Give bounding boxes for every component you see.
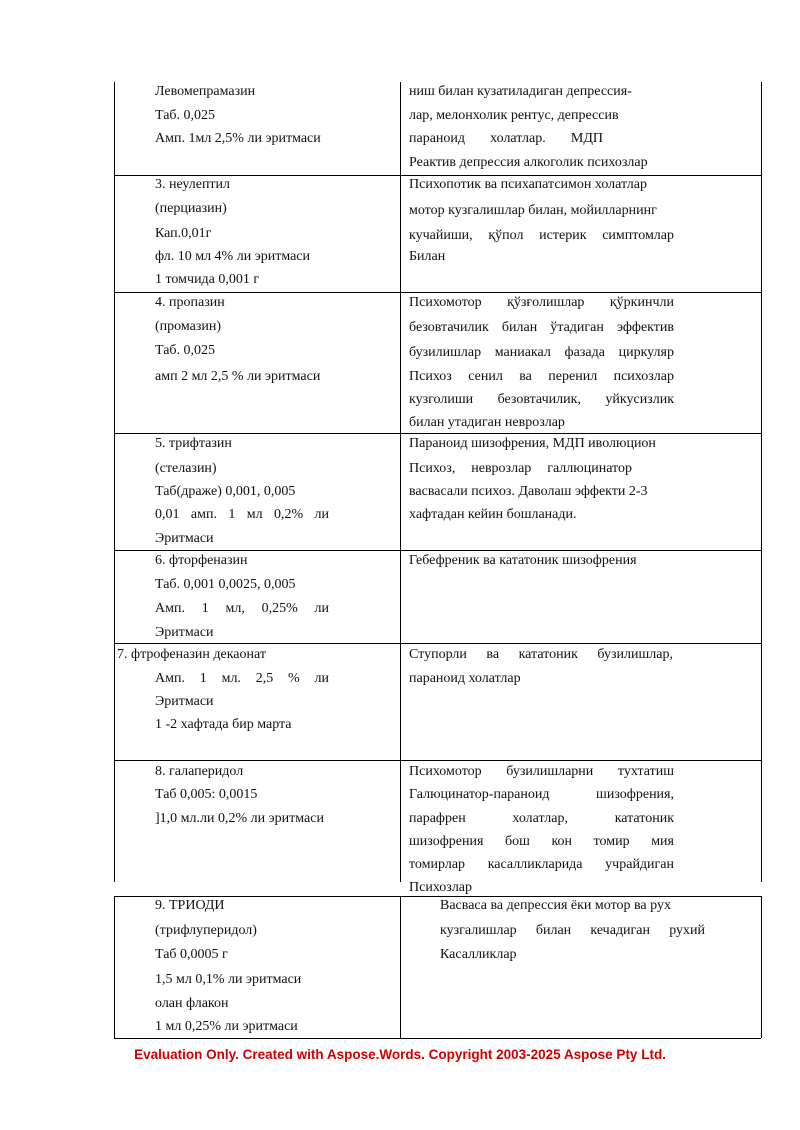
row-divider bbox=[114, 292, 761, 293]
table-border bbox=[400, 896, 401, 1038]
indication-cell-line: билан утадиган неврозлар bbox=[409, 415, 565, 430]
drug-cell-line: амп 2 мл 2,5 % ли эритмаси bbox=[155, 369, 321, 384]
table-border bbox=[114, 82, 115, 882]
drug-cell-line: Эритмаси bbox=[155, 625, 214, 640]
drug-cell-line: 4. пропазин bbox=[155, 295, 225, 310]
drug-cell-line: 3. неулептил bbox=[155, 177, 231, 192]
indication-cell-line: Реактив депрессия алкоголик психозлар bbox=[409, 155, 648, 170]
indication-cell-line: Галюцинатор-параноид шизофрения, bbox=[409, 787, 674, 802]
drug-cell-line: Эритмаси bbox=[155, 531, 214, 546]
drug-cell-line: Эритмаси bbox=[155, 694, 214, 709]
drug-cell-line: (промазин) bbox=[155, 319, 222, 334]
table-border bbox=[114, 896, 761, 897]
indication-cell-line: Гебефреник ва кататоник шизофрения bbox=[409, 553, 637, 568]
indication-cell-line: безовтачилик билан ўтадиган эффектив bbox=[409, 320, 674, 335]
indication-cell-line: Психомотор бузилишларни тухтатиш bbox=[409, 764, 674, 779]
indication-cell-line: Ступорли ва кататоник бузилишлар, bbox=[409, 647, 673, 662]
drug-cell-line: ]1,0 мл.ли 0,2% ли эритмаси bbox=[155, 811, 324, 826]
indication-cell-line: Психомотор қўзғолишлар қўркинчли bbox=[409, 295, 674, 310]
drug-cell-line: 6. фторфеназин bbox=[155, 553, 248, 568]
drug-cell-line: 1 мл 0,25% ли эритмаси bbox=[155, 1019, 298, 1034]
drug-cell-line: 1 томчида 0,001 г bbox=[155, 272, 260, 287]
indication-cell-line: Параноид шизофрения, МДП иволюцион bbox=[409, 436, 656, 451]
drug-cell-line: Кап.0,01г bbox=[155, 226, 212, 241]
indication-cell-line: ниш билан кузатиладиган депрессия- bbox=[409, 84, 632, 99]
indication-cell-line: параноид холатлар. МДП bbox=[409, 131, 603, 146]
drug-cell-line: 7. фтрофеназин декаонат bbox=[117, 647, 266, 662]
drug-cell-line: Таб. 0,025 bbox=[155, 343, 216, 358]
row-divider bbox=[114, 550, 761, 551]
table-border bbox=[114, 896, 115, 1038]
drug-cell-line: 5. трифтазин bbox=[155, 436, 232, 451]
drug-cell-line: Таб 0,0005 г bbox=[155, 947, 228, 962]
indication-cell-line: шизофрения бош кон томир мия bbox=[409, 834, 674, 849]
drug-cell-line: фл. 10 мл 4% ли эритмаси bbox=[155, 249, 310, 264]
indication-cell-line: кузголиши безовтачилик, уйкусизлик bbox=[409, 392, 674, 407]
table-border bbox=[114, 1038, 761, 1039]
drug-cell-line: (трифлуперидол) bbox=[155, 923, 257, 938]
indication-cell-line: бузилишлар маниакал фазада циркуляр bbox=[409, 345, 674, 360]
drug-cell-line: (перциазин) bbox=[155, 201, 227, 216]
indication-cell-line: параноид холатлар bbox=[409, 671, 521, 686]
drug-cell-line: 1 -2 хафтада бир марта bbox=[155, 717, 292, 732]
drug-cell-line: 8. галаперидол bbox=[155, 764, 244, 779]
indication-cell-line: лар, мелонхолик рентус, депрессив bbox=[409, 108, 619, 123]
drug-cell-line: Таб(драже) 0,001, 0,005 bbox=[155, 484, 296, 499]
indication-cell-line: Васваса ва депрессия ёки мотор ва рух bbox=[440, 898, 671, 913]
drug-cell-line: олан флакон bbox=[155, 996, 229, 1011]
indication-cell-line: Психоз, неврозлар галлюцинатор bbox=[409, 461, 632, 476]
indication-cell-line: Психозлар bbox=[409, 880, 473, 895]
row-divider bbox=[114, 433, 761, 434]
drug-cell-line: Левомепрамазин bbox=[155, 84, 256, 99]
table-border bbox=[761, 896, 762, 1038]
indication-cell-line: кузгалишлар билан кечадиган рухий bbox=[440, 923, 705, 938]
drug-cell-line: 1,5 мл 0,1% ли эритмаси bbox=[155, 972, 302, 987]
indication-cell-line: томирлар касалликларида учрайдиган bbox=[409, 857, 674, 872]
drug-cell-line: Амп. 1 мл, 0,25% ли bbox=[155, 601, 329, 616]
row-divider bbox=[114, 643, 761, 644]
indication-cell-line: Билан bbox=[409, 249, 446, 264]
indication-cell-line: васвасали психоз. Даволаш эффекти 2-3 bbox=[409, 484, 648, 499]
drug-cell-line: Таб. 0,025 bbox=[155, 108, 216, 123]
table-border bbox=[761, 82, 762, 882]
evaluation-watermark: Evaluation Only. Created with Aspose.Words. Copyright 2003-2025 Aspose Pty Ltd. bbox=[134, 1047, 666, 1062]
table-border bbox=[400, 82, 401, 882]
row-divider bbox=[114, 760, 761, 761]
drug-cell-line: Таб 0,005: 0,0015 bbox=[155, 787, 258, 802]
drug-cell-line: Таб. 0,001 0,0025, 0,005 bbox=[155, 577, 296, 592]
indication-cell-line: хафтадан кейин бошланади. bbox=[409, 507, 577, 522]
indication-cell-line: парафрен холатлар, кататоник bbox=[409, 811, 674, 826]
indication-cell-line: кучайиши, қўпол истерик симптомлар bbox=[409, 228, 674, 243]
indication-cell-line: Касалликлар bbox=[440, 947, 517, 962]
drug-cell-line: 0,01 амп. 1 мл 0,2% ли bbox=[155, 507, 329, 522]
indication-cell-line: Психопотик ва психапатсимон холатлар bbox=[409, 177, 647, 192]
indication-cell-line: Психоз сенил ва перенил психозлар bbox=[409, 369, 674, 384]
drug-cell-line: 9. ТРИОДИ bbox=[155, 898, 225, 913]
drug-cell-line: (стелазин) bbox=[155, 461, 217, 476]
drug-cell-line: Амп. 1мл 2,5% ли эритмаси bbox=[155, 131, 321, 146]
indication-cell-line: мотор кузгалишлар билан, мойилларнинг bbox=[409, 203, 657, 218]
drug-cell-line: Амп. 1 мл. 2,5 % ли bbox=[155, 671, 329, 686]
row-divider bbox=[114, 175, 761, 176]
